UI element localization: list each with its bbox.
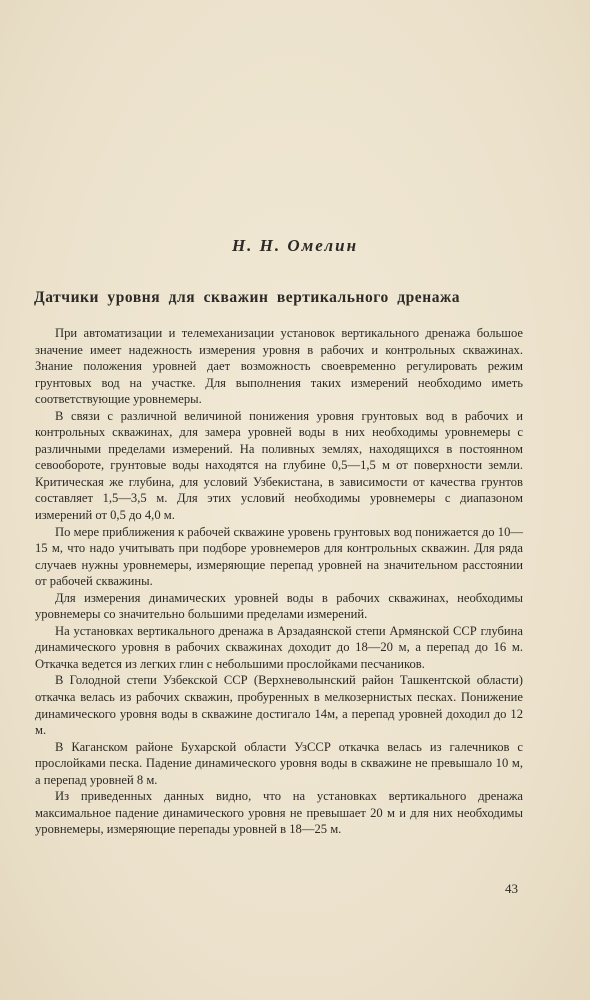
paragraph: По мере приближения к рабочей скважине уровень грунтовых вод понижается до 10—15 м, что надо учитывать при подборе уровнемеров для контрольных скважин. Для ряда случаев нужны уровнемеры, измеряющие перепад уровней на значительном расстоянии от рабочей скважины. [35, 524, 523, 589]
paragraph: В Голодной степи Узбекской ССР (Верхневолынский район Ташкентской области) откачка велась из рабочих скважин, пробуренных в мелкозернистых песках. Понижение динамического уровня воды в скважине достигало 14м, а перепад уровней доходил до 12 м. [35, 673, 523, 738]
author-name: Н. Н. Омелин [231, 236, 359, 255]
page-number: 43 [505, 881, 518, 896]
paragraph: В Каганском районе Бухарской области УзССР откачка велась из галечников с прослойками песка. Падение динамического уровня воды в скважине не превышало 10 м, а перепад уровней 8 м. [35, 739, 523, 787]
paragraph: При автоматизации и телемеханизации установок вертикального дренажа большое значение имеет надежность измерения уровня в рабочих и контрольных скважинах. Знание положения уровней дает возможность своевременно регулировать режим грунтовых вод на участке. Для выполнения таких измерений необходимо иметь соответствующие уровнемеры. [35, 326, 523, 407]
paragraph: Для измерения динамических уровней воды в рабочих скважинах, необходимы уровнемеры со значительно большими пределами измерений. [35, 590, 523, 622]
article-body [35, 325, 523, 838]
paragraph: В связи с различной величиной понижения уровня грунтовых вод в рабочих и контрольных скважинах, для замера уровней воды в них необходимы уровнемеры с различными пределами измерений. На поливных землях, находящихся в постоянном севообороте, грунтовые воды находятся на глубине 0,5—1,5 м от поверхности земли. Критическая же глубина, для условий Узбекистана, в зависимости от качества грунтов составляет 1,5—3,5 м. Для этих условий необходимы уровнемеры с диапазоном измерений от 0,5 до 4,0 м. [35, 408, 523, 523]
paragraph: Из приведенных данных видно, что на установках вертикального дренажа максимальное падение динамического уровня не превышает 20 м и для них необходимы уровнемеры, измеряющие перепады уровней в 18—25 м. [35, 789, 523, 837]
paragraph: На установках вертикального дренажа в Арзадаянской степи Армянской ССР глубина динамического уровня в рабочих скважинах доходит до 18—20 м, а перепад до 16 м. Откачка ведется из легких глин с небольшими прослойками песчаников. [35, 623, 523, 671]
article-title: Датчики уровня для скважин вертикального дренажа [34, 289, 461, 306]
